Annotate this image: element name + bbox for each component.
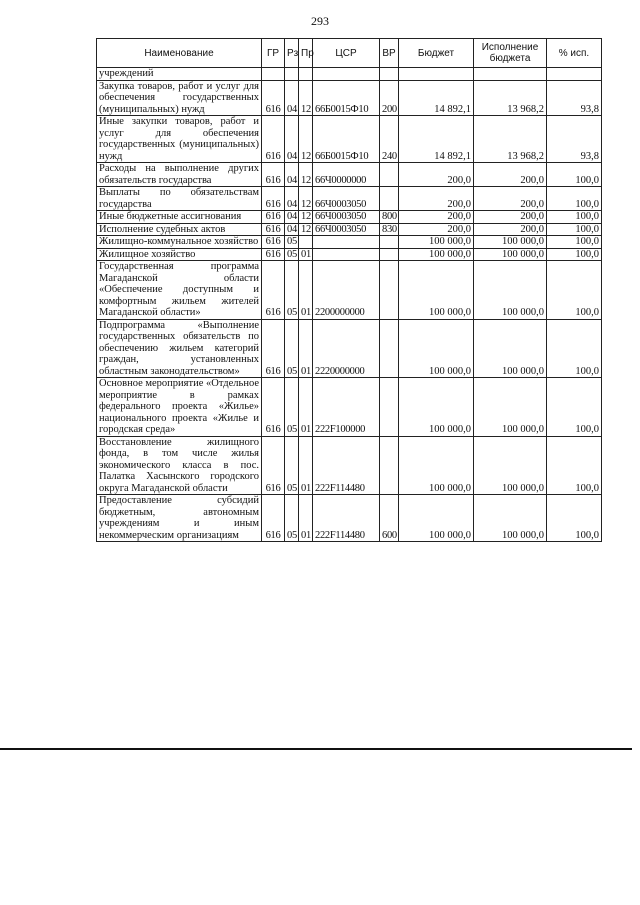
table-row — [97, 163, 602, 187]
row-percent: 100,0 — [547, 236, 602, 249]
row-budget: 14 892,1 — [399, 116, 474, 163]
table-row — [97, 80, 602, 116]
table-row — [97, 436, 602, 495]
row-execution: 100 000,0 — [474, 261, 547, 320]
row-rz: 04 — [285, 116, 299, 163]
table-row — [97, 248, 602, 261]
row-rz: 04 — [285, 80, 299, 116]
row-vr: 830 — [380, 223, 399, 236]
table-row — [97, 211, 602, 224]
row-execution: 13 968,2 — [474, 116, 547, 163]
footer-rule — [0, 748, 632, 750]
row-pr: 01 — [299, 436, 313, 495]
row-pr: 12 — [299, 116, 313, 163]
header-rz: Рз — [285, 39, 299, 68]
row-csr: 2200000000 — [313, 261, 380, 320]
row-vr — [380, 248, 399, 261]
row-execution: 100 000,0 — [474, 319, 547, 378]
row-vr: 800 — [380, 211, 399, 224]
table-row — [97, 236, 602, 249]
row-budget: 200,0 — [399, 187, 474, 211]
row-execution: 100 000,0 — [474, 495, 547, 542]
row-percent: 100,0 — [547, 248, 602, 261]
row-percent: 100,0 — [547, 223, 602, 236]
page-number: 293 — [311, 14, 329, 28]
budget-table — [96, 38, 602, 542]
row-name: Закупка товаров, работ и услуг для обеспечения государственных (муниципальных) нужд — [97, 80, 262, 116]
row-gr: 616 — [262, 236, 285, 249]
row-pr: 01 — [299, 248, 313, 261]
row-csr: 66Б0015Ф10 — [313, 80, 380, 116]
row-name: Расходы на выполнение других обязательств государства — [97, 163, 262, 187]
row-budget: 100 000,0 — [399, 261, 474, 320]
row-pr: 12 — [299, 80, 313, 116]
table-row — [97, 187, 602, 211]
row-budget: 100 000,0 — [399, 236, 474, 249]
row-name: Жилищное хозяйство — [97, 248, 262, 261]
row-percent: 100,0 — [547, 319, 602, 378]
row-name: Выплаты по обязательствам государства — [97, 187, 262, 211]
row-execution: 100 000,0 — [474, 436, 547, 495]
row-vr — [380, 261, 399, 320]
row-name: Исполнение судебных актов — [97, 223, 262, 236]
row-csr: 66Ч0003050 — [313, 211, 380, 224]
row-budget: 200,0 — [399, 163, 474, 187]
row-csr: 222F114480 — [313, 436, 380, 495]
row-name: Иные закупки товаров, работ и услуг для обеспечения государственных (муниципальных) нужд — [97, 116, 262, 163]
row-csr: 222F114480 — [313, 495, 380, 542]
row-csr: 66Ч0003050 — [313, 223, 380, 236]
row-budget: 200,0 — [399, 211, 474, 224]
row-gr: 616 — [262, 187, 285, 211]
row-percent: 93,8 — [547, 116, 602, 163]
row-execution: 13 968,2 — [474, 80, 547, 116]
row-budget: 200,0 — [399, 223, 474, 236]
row-rz: 05 — [285, 495, 299, 542]
row-execution: 200,0 — [474, 187, 547, 211]
row-name: Государственная программа Магаданской области «Обеспечение доступным и комфортным жильем жителей Магаданской области» — [97, 261, 262, 320]
row-csr: 66Ч0000000 — [313, 163, 380, 187]
row-budget: 14 892,1 — [399, 80, 474, 116]
header-budget: Бюджет — [399, 39, 474, 68]
row-csr — [313, 248, 380, 261]
row-gr: 616 — [262, 319, 285, 378]
row-budget: 100 000,0 — [399, 495, 474, 542]
row-vr: 240 — [380, 116, 399, 163]
row-vr: 200 — [380, 80, 399, 116]
header-csr: ЦСР — [313, 39, 380, 68]
row-percent: 100,0 — [547, 436, 602, 495]
row-pr: 12 — [299, 187, 313, 211]
row-rz: 05 — [285, 236, 299, 249]
row-percent: 100,0 — [547, 261, 602, 320]
table-row — [97, 495, 602, 542]
row-rz: 05 — [285, 436, 299, 495]
header-execution: Исполнение бюджета — [474, 39, 547, 68]
row-rz: 04 — [285, 223, 299, 236]
row-gr: 616 — [262, 261, 285, 320]
row-vr — [380, 319, 399, 378]
row-budget: 100 000,0 — [399, 319, 474, 378]
row-gr: 616 — [262, 248, 285, 261]
row-vr — [380, 436, 399, 495]
row-pr: 01 — [299, 319, 313, 378]
row-rz: 05 — [285, 378, 299, 437]
row-name: Предоставление субсидий бюджетным, автономным учреждениям и иным некоммерческим организациям — [97, 495, 262, 542]
row-vr — [380, 187, 399, 211]
row-execution: 100 000,0 — [474, 248, 547, 261]
table-header-row — [97, 39, 602, 68]
row-name: Восстановление жилищного фонда, в том числе жилья экономического класса в пос. Палатка Хасынского городского округа Магаданской области — [97, 436, 262, 495]
table-row — [97, 261, 602, 320]
row-name: Иные бюджетные ассигнования — [97, 211, 262, 224]
row-rz: 05 — [285, 261, 299, 320]
row-execution: 200,0 — [474, 211, 547, 224]
row-rz: 04 — [285, 211, 299, 224]
row-percent: 100,0 — [547, 495, 602, 542]
row-csr — [313, 236, 380, 249]
row-pr: 01 — [299, 378, 313, 437]
row-gr: 616 — [262, 223, 285, 236]
row-gr: 616 — [262, 211, 285, 224]
row-percent: 100,0 — [547, 187, 602, 211]
table-row — [97, 378, 602, 437]
row-pr: 12 — [299, 223, 313, 236]
row-gr: 616 — [262, 116, 285, 163]
header-pr: Пр — [299, 39, 313, 68]
row-vr — [380, 236, 399, 249]
table-row — [97, 116, 602, 163]
row-gr: 616 — [262, 436, 285, 495]
row-execution: 100 000,0 — [474, 378, 547, 437]
header-vr: ВР — [380, 39, 399, 68]
header-gr: ГР — [262, 39, 285, 68]
row-csr: 222F100000 — [313, 378, 380, 437]
row-vr — [380, 378, 399, 437]
row-pr: 01 — [299, 495, 313, 542]
row-gr: 616 — [262, 80, 285, 116]
row-execution: 200,0 — [474, 163, 547, 187]
row-percent: 93,8 — [547, 80, 602, 116]
row-percent: 100,0 — [547, 211, 602, 224]
row-gr: 616 — [262, 495, 285, 542]
row-rz: 04 — [285, 187, 299, 211]
row-csr: 66Ч0003050 — [313, 187, 380, 211]
row-percent: 100,0 — [547, 378, 602, 437]
row-pr: 12 — [299, 211, 313, 224]
row-csr: 66Б0015Ф10 — [313, 116, 380, 163]
row-execution: 200,0 — [474, 223, 547, 236]
row-budget: 100 000,0 — [399, 436, 474, 495]
table-row — [97, 223, 602, 236]
row-pr: 12 — [299, 163, 313, 187]
row-name: Подпрограмма «Выполнение государственных обязательств по обеспечению жильем категорий граждан, установленных областным законодательством» — [97, 319, 262, 378]
continuation-text: учреждений — [97, 68, 262, 81]
row-gr: 616 — [262, 378, 285, 437]
row-gr: 616 — [262, 163, 285, 187]
row-rz: 05 — [285, 248, 299, 261]
row-execution: 100 000,0 — [474, 236, 547, 249]
row-csr: 2220000000 — [313, 319, 380, 378]
header-percent: % исп. — [547, 39, 602, 68]
row-budget: 100 000,0 — [399, 378, 474, 437]
table-row — [97, 319, 602, 378]
row-budget: 100 000,0 — [399, 248, 474, 261]
header-name: Наименование — [97, 39, 262, 68]
row-pr — [299, 236, 313, 249]
row-name: Жилищно-коммунальное хозяйство — [97, 236, 262, 249]
row-percent: 100,0 — [547, 163, 602, 187]
continuation-row — [97, 68, 602, 81]
row-rz: 05 — [285, 319, 299, 378]
row-name: Основное мероприятие «Отдельное мероприятие в рамках федерального проекта «Жилье» национального проекта «Жилье и городская среда» — [97, 378, 262, 437]
row-pr: 01 — [299, 261, 313, 320]
row-vr: 600 — [380, 495, 399, 542]
row-vr — [380, 163, 399, 187]
row-rz: 04 — [285, 163, 299, 187]
